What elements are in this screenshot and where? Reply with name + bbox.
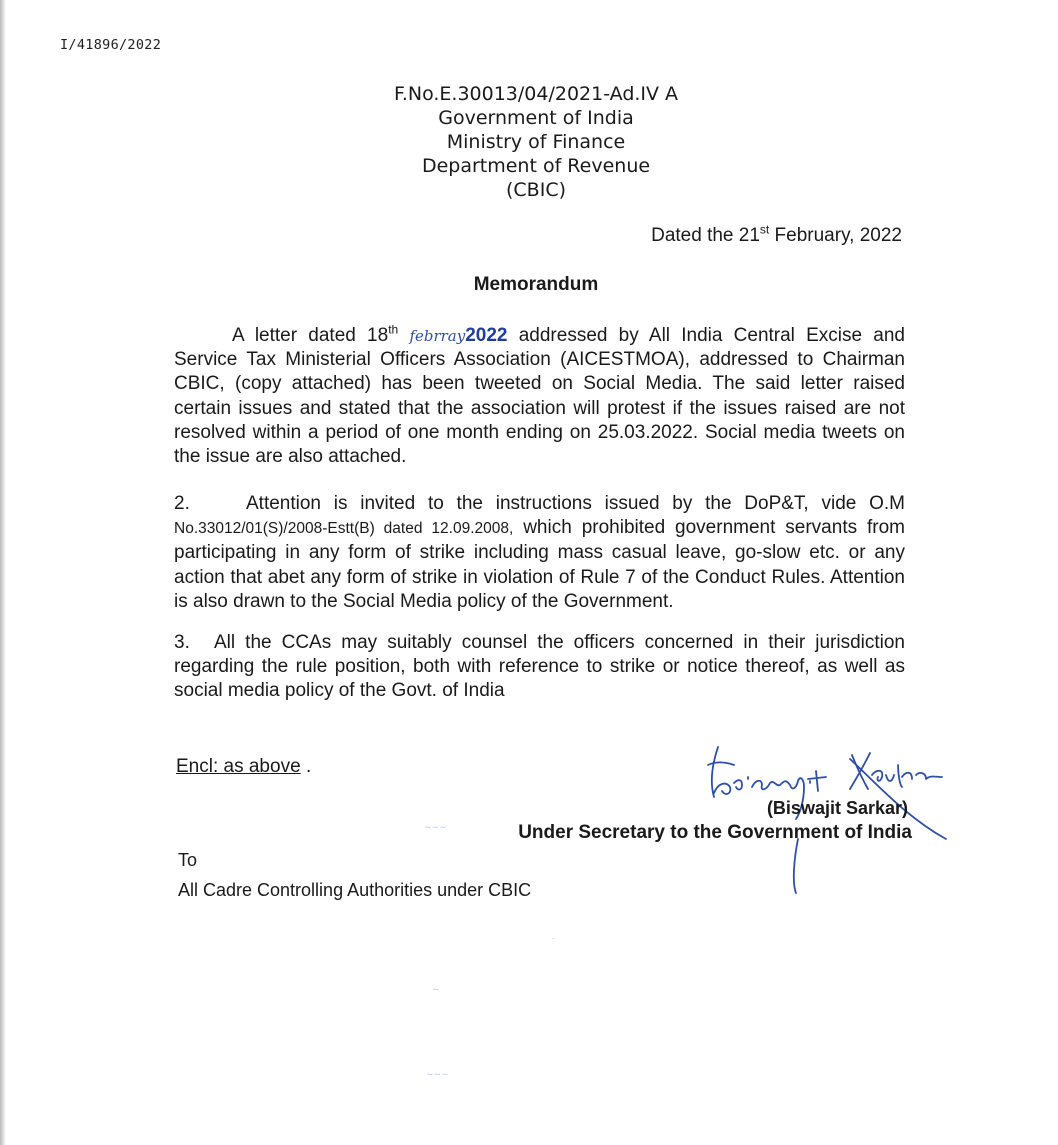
para3-text: All the CCAs may suitably counsel the officers concerned in their jurisdiction regarding the rule position, both with reference to strike or notice thereof, as well as social media policy of the Govt. of India [174, 632, 905, 702]
date-ordinal: st [759, 222, 770, 237]
date-line [651, 222, 902, 247]
header-ministry: Ministry of Finance [446, 131, 626, 153]
faint-mark: ~ [432, 985, 440, 995]
para3-number: 3. [174, 632, 190, 653]
header-government: Government of India [438, 107, 634, 129]
paragraph-3 [174, 631, 905, 704]
signer-name: (Biswajit Sarkar) [766, 798, 908, 818]
memorandum-title: Memorandum [473, 274, 599, 295]
addressee: All Cadre Controlling Authorities under CBIC [178, 880, 532, 900]
para2-start: Attention is invited to the instructions issued by the DoP&T, vide O.M [246, 493, 905, 514]
header-department: Department of Revenue [421, 155, 651, 177]
om-reference: No.33012/01(S)/2008-Estt(B) dated 12.09.2008, [174, 520, 514, 538]
para1-start: A letter dated 18 [232, 325, 389, 346]
file-number: F.No.E.30013/04/2021-Ad.IV A [393, 83, 679, 105]
date-rest: February, 2022 [769, 225, 902, 246]
para1-year: 2022 [465, 325, 508, 346]
faint-mark: ~~~ [424, 823, 447, 833]
faint-mark: - [552, 934, 556, 944]
paragraph-2 [174, 492, 905, 614]
enclosure-note [176, 756, 301, 778]
enclosure-text: Encl: as above [176, 756, 301, 777]
enclosure-period: . [306, 756, 312, 777]
para1-ordinal: th [388, 322, 399, 337]
letterhead [300, 82, 772, 202]
date-prefix: Dated the 21 [651, 225, 760, 246]
page-edge-shadow [0, 0, 6, 1145]
signer-designation: Under Secretary to the Government of India [518, 822, 912, 843]
para2-rest: which prohibited government servants from participating in any form of strike including mass casual leave, go-slow etc. or any action that abet any form of strike in violation of Rule 7 of the Conduct Rules. Attention is also drawn to the Social Media policy of the Government. [174, 517, 906, 612]
to-label: To [178, 850, 198, 870]
paragraph-1 [174, 324, 905, 469]
faint-mark: ~~~ [426, 1070, 449, 1080]
para2-number: 2. [174, 493, 190, 514]
header-cbic: (CBIC) [506, 179, 566, 201]
handwritten-month: febrray [409, 327, 466, 345]
handwritten-signature [700, 735, 960, 905]
document-id: I/41896/2022 [60, 37, 162, 53]
para1-rest: addressed by All India Central Excise and Service Tax Ministerial Officers Association (AICESTMOA), addressed to Chairman CBIC, (copy attached) has been tweeted on Social Media. The said letter raised certain issues and stated that the association will protest if the issues raised are not resolved within a period of one month ending on 25.03.2022. Social media tweets on the issue are also attached. [174, 325, 905, 468]
